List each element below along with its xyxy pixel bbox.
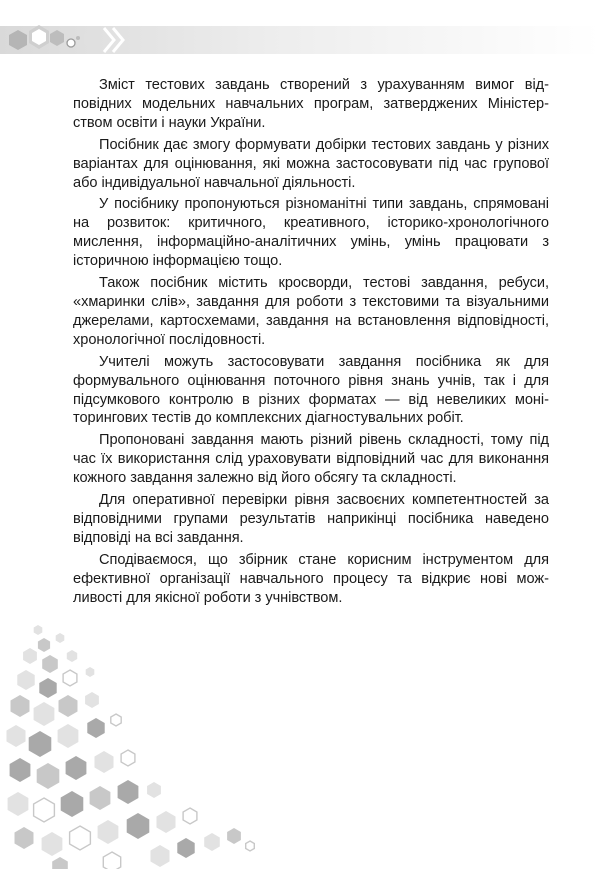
paragraph: Для оперативної перевірки рівня засвоєних компетентностей за відповідними групами результатів наприкінці посібника наведено відповіді на всі завдання. <box>73 492 549 546</box>
body-text <box>73 76 549 607</box>
paragraph: У посібнику пропонуються різноманітні типи завдань, спрямовані на розвиток: критичного, креативного, історико-хронологічного мислення, інформаційно-аналітичних умінь, умінь працювати з історичною інформацією тощо. <box>73 196 549 270</box>
ornament-hexagon <box>177 838 194 858</box>
ornament-hexagon <box>59 695 78 717</box>
ornament-hexagon <box>23 648 37 664</box>
ornament-hexagon <box>15 827 34 849</box>
ornament-hexagon <box>86 667 95 677</box>
paragraph: Зміст тестових завдань створений з урахуванням вимог відповідних модельних навчальних програм, затверджених Міністерством освіти і науки України. <box>73 77 549 131</box>
ornament-hexagon <box>66 756 87 780</box>
ornament-hexagon <box>90 786 111 810</box>
header-decoration <box>0 0 600 64</box>
ornament-hexagon <box>52 857 68 869</box>
ornament-hexagon <box>98 820 119 844</box>
ornament-hexagon <box>227 828 241 844</box>
ornament-hexagon <box>37 763 60 789</box>
ornament-hexagon <box>118 780 139 804</box>
ornament-hexagon <box>8 792 29 816</box>
ornament-hexagon <box>246 841 255 851</box>
ornament-hexagon <box>61 791 84 817</box>
ornament-hexagon <box>111 714 121 726</box>
ornament-hexagon <box>67 650 77 662</box>
ornament-hexagon <box>157 811 176 833</box>
ornament-hexagon <box>56 633 65 643</box>
ornament-hexagon <box>127 813 150 839</box>
ornament-hexagon <box>58 724 79 748</box>
ornament-hexagon <box>95 751 114 773</box>
paragraph: Також посібник містить кросворди, тестові завдання, ребуси, «хмаринки слів», завдання для роботи з текстовими та візуальними джерелами, картосхемами, завдання на встановлення відповідності, хронологічної послідовності. <box>73 275 549 348</box>
ornament-hexagon <box>63 670 77 686</box>
ornament-hexagon <box>38 638 50 652</box>
ornament-hexagon <box>42 832 63 856</box>
ornament-hexagon <box>147 782 161 798</box>
ornament-hexagon <box>11 695 30 717</box>
ornament-hexagon <box>70 826 91 850</box>
ornament-hexagon <box>29 731 52 757</box>
ornament-hexagon <box>34 702 55 726</box>
hexagon-ornament <box>0 610 260 869</box>
ornament-hexagon <box>39 678 56 698</box>
ornament-hexagon <box>103 852 120 869</box>
paragraph: Учителі можуть застосовувати завдання посібника як для формувального оцінювання поточного рівня знань учнів, так і для підсумкового контролю в різних форматах — від невеликих моніторингових тестів до комплексних діагностувальних робіт. <box>73 353 549 427</box>
ornament-hexagon <box>7 725 26 747</box>
ornament-hexagon <box>204 833 220 851</box>
paragraph: Сподіваємося, що збірник стане корисним інструментом для ефективної організації навчального процесу та відкриє нові можливості для якісної роботи з учнівством. <box>73 551 549 606</box>
ornament-hexagon <box>42 655 58 673</box>
ornament-hexagon <box>10 758 31 782</box>
ornament-hexagon <box>85 692 99 708</box>
ornament-hexagon <box>121 750 135 766</box>
ornament-hexagon <box>183 808 197 824</box>
ornament-hexagon <box>151 845 170 867</box>
ornament-hexagon <box>17 670 34 690</box>
ornament-hexagon <box>87 718 104 738</box>
paragraph: Посібник дає змогу формувати добірки тестових завдань у різних варіантах для оцінювання, які можна застосовувати під час групової або індивідуальної навчальної діяльності. <box>73 136 549 191</box>
ornament-hexagon <box>34 625 43 635</box>
paragraph: Пропоновані завдання мають різний рівень складності, тому під час їх використання слід ураховувати відповідний час для виконання кожного завдання залежно від його обсягу та складності. <box>73 432 549 487</box>
ornament-hexagon <box>34 798 55 822</box>
